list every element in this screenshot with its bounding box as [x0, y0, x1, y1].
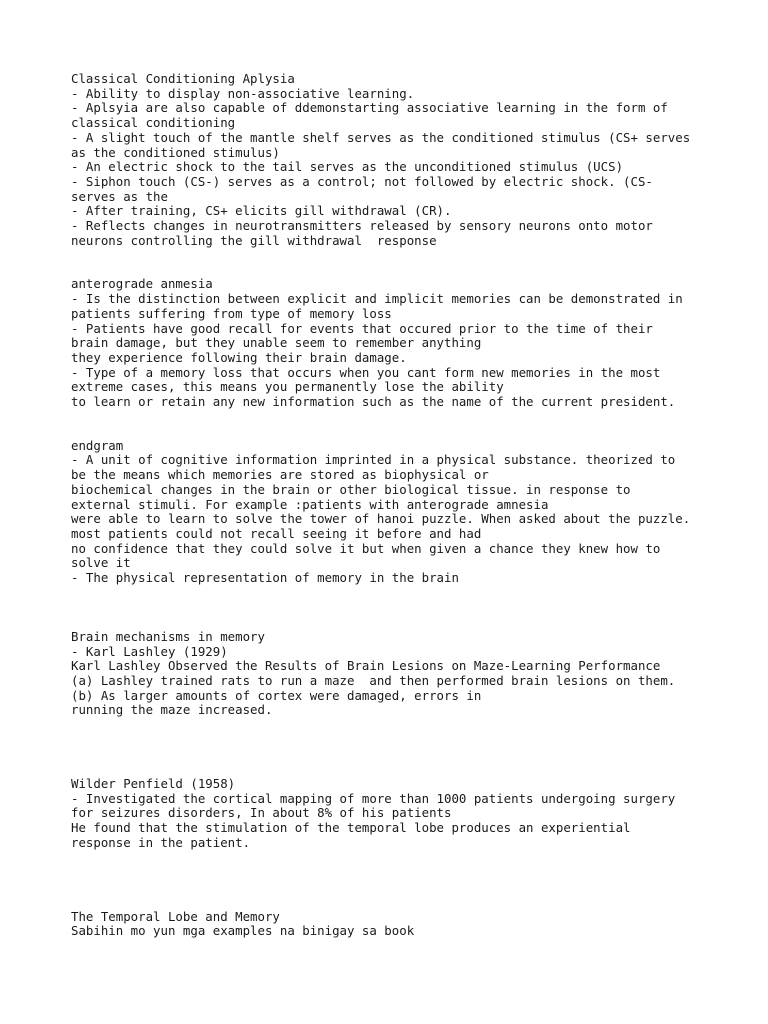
text-line: - Aplsyia are also capable of ddemonstarting associative learning in the form of [71, 100, 668, 116]
text-line: response in the patient. [71, 834, 251, 850]
text-line: solve it [71, 555, 131, 571]
section-heading: Brain mechanisms in memory [71, 628, 265, 644]
section-brain-mechanisms [71, 630, 721, 718]
text-line: biochemical changes in the brain or other biological tissue. in response to [71, 481, 631, 497]
text-line: were able to learn to solve the tower of hanoi puzzle. When asked about the puzzle. [71, 511, 691, 527]
section-temporal-lobe [71, 910, 721, 939]
text-line: extreme cases, this means you permanently lose the ability [71, 379, 504, 395]
text-line: patients suffering from type of memory loss [71, 305, 392, 321]
text-line: - A unit of cognitive information imprinted in a physical substance. theorized to [71, 452, 676, 468]
text-line: serves as the [71, 188, 168, 204]
text-line: classical conditioning [71, 115, 236, 131]
section-classical-conditioning [71, 72, 721, 248]
section-wilder-penfield [71, 777, 721, 851]
text-line: - After training, CS+ elicits gill withdrawal (CR). [71, 203, 452, 219]
section-heading: Classical Conditioning Aplysia [71, 71, 295, 86]
text-line: external stimuli. For example :patients with anterograde amnesia [71, 496, 549, 512]
text-line: brain damage, but they unable seem to remember anything [71, 335, 482, 351]
text-line: - Siphon touch (CS-) serves as a control; not followed by electric shock. (CS- [71, 173, 653, 189]
text-line: - Is the distinction between explicit and implicit memories can be demonstrated in [71, 291, 683, 307]
text-line: - An electric shock to the tail serves as the unconditioned stimulus (UCS) [71, 159, 624, 175]
section-anterograde-amnesia [71, 277, 721, 409]
text-line: - Reflects changes in neurotransmitters released by sensory neurons onto motor [71, 218, 653, 234]
section-heading: The Temporal Lobe and Memory [71, 908, 280, 924]
text-line: He found that the stimulation of the temporal lobe produces an experiential [71, 820, 631, 836]
text-line: they experience following their brain damage. [71, 349, 407, 365]
text-line: as the conditioned stimulus) [71, 144, 280, 160]
text-line: - Investigated the cortical mapping of more than 1000 patients undergoing surgery [71, 790, 676, 806]
text-line: running the maze increased. [71, 702, 273, 718]
section-heading: Wilder Penfield (1958) [71, 776, 236, 792]
text-line: Karl Lashley Observed the Results of Brain Lesions on Maze-Learning Performance [71, 658, 661, 674]
text-line: - Patients have good recall for events that occured prior to the time of their [71, 320, 653, 336]
text-line: - Type of a memory loss that occurs when you cant form new memories in the most [71, 364, 661, 380]
section-heading: anterograde anmesia [71, 276, 213, 292]
text-line: (a) Lashley trained rats to run a maze and then performed brain lesions on them. [71, 672, 676, 688]
text-line: neurons controlling the gill withdrawal response [71, 232, 437, 248]
text-line: for seizures disorders, In about 8% of his patients [71, 805, 452, 821]
text-line: most patients could not recall seeing it before and had [71, 525, 482, 541]
text-line: - Ability to display non-associative learning. [71, 85, 415, 101]
text-line: be the means which memories are stored as biophysical or [71, 467, 489, 483]
text-line: - Karl Lashley (1929) [71, 643, 228, 659]
text-line: (b) As larger amounts of cortex were damaged, errors in [71, 687, 482, 703]
document-page [71, 72, 721, 939]
text-line: - The physical representation of memory in the brain [71, 570, 459, 586]
section-engram [71, 439, 721, 586]
text-line: - A slight touch of the mantle shelf serves as the conditioned stimulus (CS+ serves [71, 129, 691, 145]
section-heading: endgram [71, 437, 124, 453]
text-line: no confidence that they could solve it but when given a chance they knew how to [71, 540, 661, 556]
text-line: Sabihin mo yun mga examples na binigay sa book [71, 923, 415, 939]
text-line: to learn or retain any new information such as the name of the current president. [71, 394, 676, 410]
